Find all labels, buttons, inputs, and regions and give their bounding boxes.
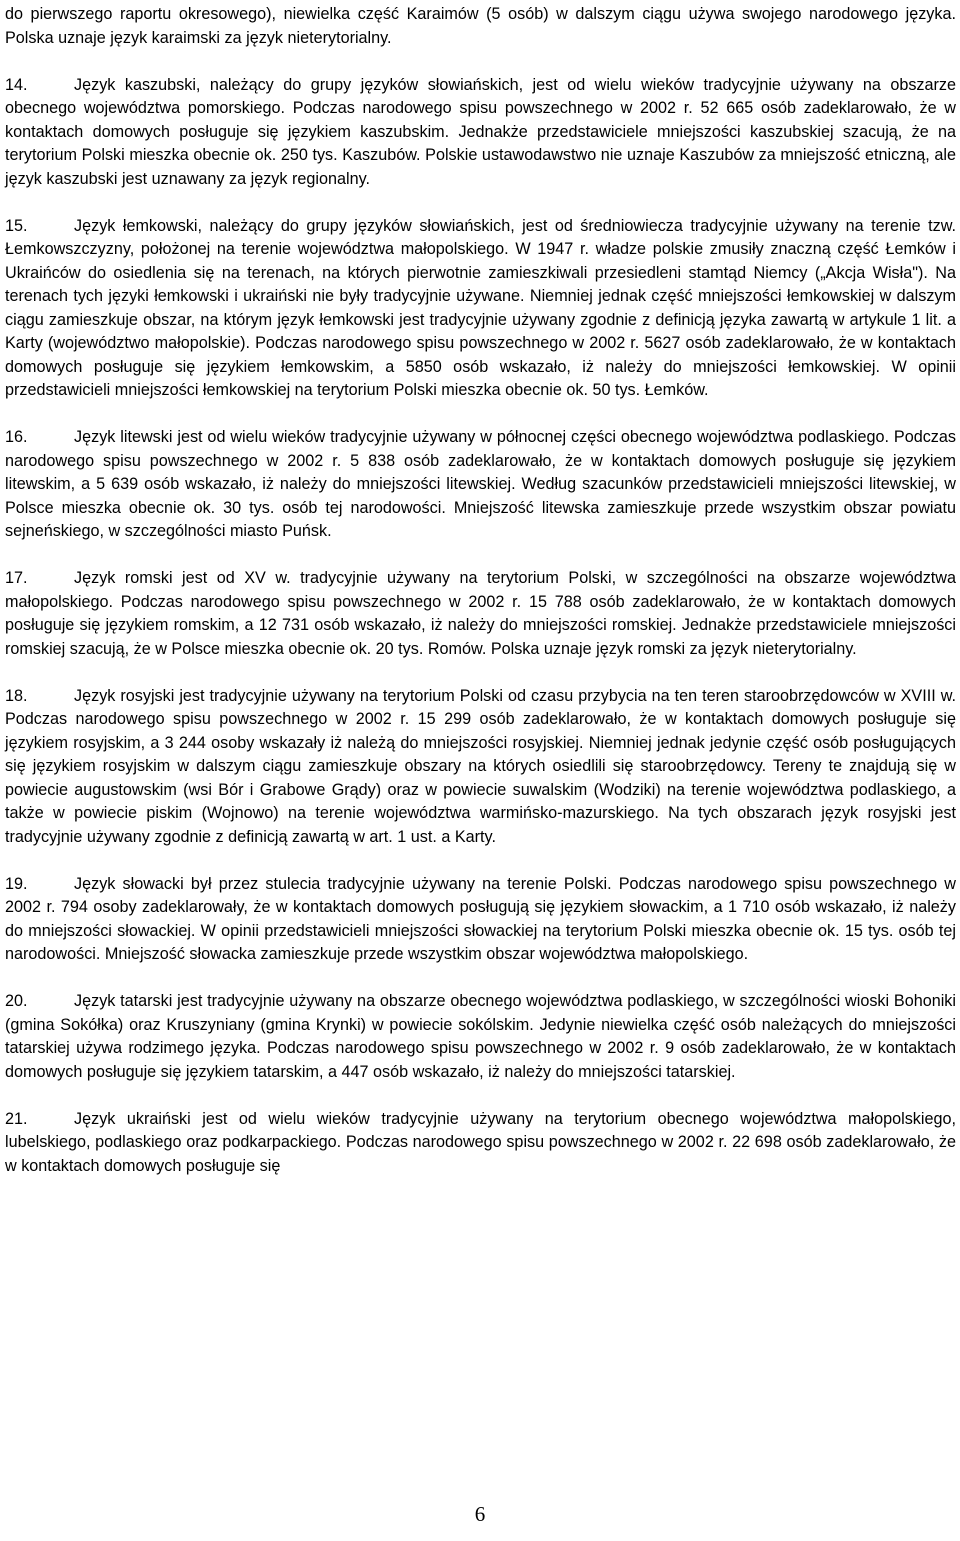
paragraph-number: 16. <box>5 428 28 446</box>
paragraph-text: Język litewski jest od wielu wieków tradycyjnie używany w północnej części obecnego województwa podlaskiego. Podczas narodowego spisu powszechnego w 2002 r. 5 838 osób zadeklarowało, że w kontaktach domowych posługuje się językiem litewskim, a 5 639 osób wskazało, iż należy do mniejszości litewskiej. Według szacunków przedstawicieli mniejszości litewskiej, w Polsce mieszka obecnie ok. 30 tys. osób tej narodowości. Mniejszość litewska zamieszkuje przede wszystkim obszar powiatu sejneńskiego, w szczególności miasto Puńsk. <box>5 428 956 540</box>
paragraph-17 <box>5 567 956 661</box>
paragraph-number: 18. <box>5 686 28 705</box>
paragraph-number: 19. <box>5 874 28 893</box>
intro-paragraph: do pierwszego raportu okresowego), niewielka część Karaimów (5 osób) w dalszym ciągu używa swojego narodowego języka. Polska uznaje język karaimski za język nieterytorialny. <box>5 5 956 47</box>
paragraph-text: Język ukraiński jest od wielu wieków tradycyjnie używany na terytorium obecnego województwa małopolskiego, lubelskiego, podlaskiego oraz podkarpackiego. Podczas narodowego spisu powszechnego w 2002 r. 22 698 osób zadeklarowało, że w kontaktach domowych posługuje się <box>5 1109 956 1175</box>
paragraph-text: Język rosyjski jest tradycyjnie używany na terytorium Polski od czasu przybycia na ten teren staroobrzędowców w XVIII w. Podczas narodowego spisu powszechnego w 2002 r. 15 299 osób zadeklarowało, że w kontaktach domowych posługuje się językiem rosyjskim, a 3 244 osoby wskazały iż należą do mniejszości rosyjskiej. Niemniej jednak jedynie część osób posługujących się językiem rosyjskim w dalszym ciągu zamieszkuje obszary na których osiedlili się staroobrzędowcy. Tereny te znajdują się w powiecie augustowskim (wsi Bór i Grabowe Grądy) oraz w powiecie suwalskim (Wodziki) na terenie województwa podlaskiego, a także w powiecie piskim (Wojnowo) na terenie województwa warmińsko-mazurskiego. Na tych obszarach język rosyjski jest tradycyjnie używany zgodnie z definicją zawartą w art. 1 ust. a Karty. <box>5 686 956 846</box>
paragraph-14 <box>5 74 956 192</box>
paragraph-16 <box>5 426 956 544</box>
document-body <box>5 3 956 1202</box>
paragraph-number: 20. <box>5 992 28 1010</box>
page-number: 6 <box>474 1502 486 1526</box>
paragraph-number: 17. <box>5 569 28 587</box>
paragraph-text: Język słowacki był przez stulecia tradycyjnie używany na terenie Polski. Podczas narodowego spisu powszechnego w 2002 r. 794 osoby zadeklarowały, że w kontaktach domowych posługują się językiem słowackim, a 1 710 osób wskazało, iż należy do mniejszości słowackiej. W opinii przedstawicieli mniejszości słowackiej na terytorium Polski mieszka obecnie ok. 15 tys. osób tej narodowości. Mniejszość słowacka zamieszkuje przede wszystkim obszar województwa małopolskiego. <box>5 874 956 963</box>
paragraph-18 <box>5 685 956 850</box>
paragraph-text: Język tatarski jest tradycyjnie używany na obszarze obecnego województwa podlaskiego, w szczególności wioski Bohoniki (gmina Sokółka) oraz Kruszyniany (gmina Krynki) w powiecie sokólskim. Jedynie niewielka część osób należących do mniejszości tatarskiej używa rodzimego języka. Podczas narodowego spisu powszechnego w 2002 r. 9 osób zadeklarowało, że w kontaktach domowych posługuje się językiem tatarskim, a 447 osób wskazało, iż należy do mniejszości tatarskiej. <box>5 992 956 1081</box>
paragraph-text: Język łemkowski, należący do grupy języków słowiańskich, jest od średniowiecza tradycyjnie używany na terenie tzw. Łemkowszczyzny, położonej na terenie województwa małopolskiego. W 1947 r. władze polskie zmusiły znaczną część Łemków i Ukraińców do osiedlenia się na terenach, na których pierwotnie zamieszkiwali przesiedleni stamtąd Niemcy („Akcja Wisła"). Na terenach tych języki łemkowski i ukraiński nie były tradycyjnie używane. Niemniej jednak część mniejszości łemkowskiej w dalszym ciągu zamieszkuje obszar, na którym język łemkowski jest tradycyjnie używany zgodnie z definicją języka zawartą w artykule 1 lit. a Karty (województwo małopolskie). Podczas narodowego spisu powszechnego w 2002 r. 5627 osób zadeklarowało, że w kontaktach domowych posługuje się językiem łemkowskim, a 5850 osób wskazało, iż należy do mniejszości łemkowskiej. W opinii przedstawicieli mniejszości łemkowskiej na terytorium Polski mieszka obecnie ok. 50 tys. Łemków. <box>5 216 956 399</box>
paragraph-number: 21. <box>5 1109 28 1128</box>
paragraph-text: Język kaszubski, należący do grupy języków słowiańskich, jest od wielu wieków tradycyjnie używany na obszarze obecnego województwa pomorskiego. Podczas narodowego spisu powszechnego w 2002 r. 52 665 osób zadeklarowało, że w kontaktach domowych posługuje się językiem kaszubskim. Jednakże przedstawiciele mniejszości kaszubskiej szacują, że na terytorium Polski mieszka obecnie ok. 250 tys. Kaszubów. Polskie ustawodawstwo nie uznaje Kaszubów za mniejszość etniczną, ale język kaszubski jest uznawany za język regionalny. <box>5 75 956 188</box>
paragraph-21 <box>5 1108 956 1179</box>
paragraph-20 <box>5 990 956 1084</box>
paragraph-15 <box>5 215 956 403</box>
paragraph-19 <box>5 873 956 967</box>
paragraph-text: Język romski jest od XV w. tradycyjnie używany na terytorium Polski, w szczególności na obszarze województwa małopolskiego. Podczas narodowego spisu powszechnego w 2002 r. 15 788 osób zadeklarowało, że w kontaktach domowych posługuje się językiem romskim, a 12 731 osób wskazało, iż należy do mniejszości romskiej. Jednakże przedstawiciele mniejszości romskiej szacują, że w Polsce mieszka obecnie ok. 20 tys. Romów. Polska uznaje język romski za język nieterytorialny. <box>5 569 956 658</box>
paragraph-number: 14. <box>5 75 28 94</box>
paragraph-number: 15. <box>5 216 28 235</box>
